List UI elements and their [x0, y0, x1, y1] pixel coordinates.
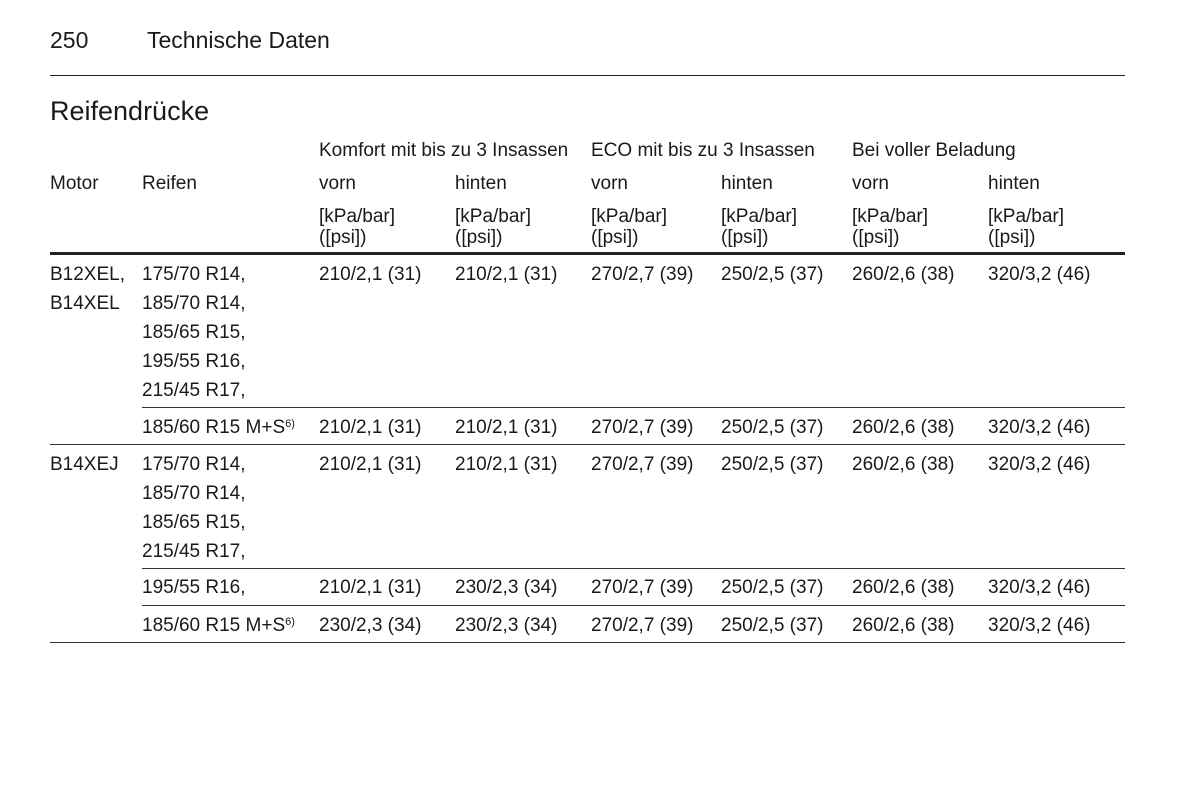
tire-cell: 185/60 R15 $M+S^{6)}$	[142, 615, 295, 636]
value-cell: 250/2,5 (37)	[721, 615, 824, 636]
value-cell: 320/3,2 (46)	[988, 615, 1091, 636]
unit-header: [kPa/bar] ([psi])	[591, 206, 668, 248]
group-header-eco: ECO mit bis zu 3 Insassen	[591, 140, 815, 161]
row-rule	[142, 568, 1125, 569]
value-cell: 210/2,1 (31)	[455, 454, 558, 475]
chapter-title: Technische Daten	[147, 27, 330, 53]
value-cell: 260/2,6 (38)	[852, 417, 955, 438]
row-rule	[142, 605, 1125, 606]
value-cell: 210/2,1 (31)	[319, 264, 422, 285]
tire-cell: 195/55 R16,	[142, 577, 246, 598]
value-cell: 270/2,7 (39)	[591, 454, 694, 475]
col-header-eco-vorn: vorn	[591, 173, 628, 194]
value-cell: 260/2,6 (38)	[852, 264, 955, 285]
unit-header: [kPa/bar] ([psi])	[455, 206, 532, 248]
unit-header: [kPa/bar] ([psi])	[721, 206, 798, 248]
header-bottom-rule	[50, 252, 1125, 255]
tire-cell: 175/70 R14, 185/70 R14, 185/65 R15, 215/45 R17,	[142, 454, 246, 562]
col-header-voll-hinten: hinten	[988, 173, 1040, 194]
value-cell: 210/2,1 (31)	[455, 417, 558, 438]
tire-pressure-table	[50, 0, 1125, 802]
col-header-voll-vorn: vorn	[852, 173, 889, 194]
motor-cell: B14XEJ	[50, 454, 119, 475]
tire-cell: 185/60 R15 $M+S^{6)}$	[142, 417, 295, 438]
row-rule	[142, 407, 1125, 408]
value-cell: 230/2,3 (34)	[455, 577, 558, 598]
value-cell: 230/2,3 (34)	[455, 615, 558, 636]
unit-header: [kPa/bar] ([psi])	[319, 206, 396, 248]
value-cell: 260/2,6 (38)	[852, 615, 955, 636]
value-cell: 230/2,3 (34)	[319, 615, 422, 636]
motor-cell: B12XEL, B14XEL	[50, 264, 125, 314]
value-cell: 320/3,2 (46)	[988, 417, 1091, 438]
footnote-marker: 6)	[285, 616, 295, 628]
col-header-reifen: Reifen	[142, 173, 197, 194]
table-bottom-rule	[50, 642, 1125, 643]
value-cell: 270/2,7 (39)	[591, 615, 694, 636]
value-cell: 320/3,2 (46)	[988, 264, 1091, 285]
value-cell: 250/2,5 (37)	[721, 417, 824, 438]
row-rule	[50, 444, 1125, 445]
value-cell: 250/2,5 (37)	[721, 577, 824, 598]
value-cell: 250/2,5 (37)	[721, 454, 824, 475]
section-title: Reifendrücke	[50, 96, 210, 126]
col-header-komfort-vorn: vorn	[319, 173, 356, 194]
value-cell: 210/2,1 (31)	[319, 577, 422, 598]
col-header-eco-hinten: hinten	[721, 173, 773, 194]
value-cell: 270/2,7 (39)	[591, 417, 694, 438]
value-cell: 270/2,7 (39)	[591, 264, 694, 285]
value-cell: 320/3,2 (46)	[988, 454, 1091, 475]
value-cell: 320/3,2 (46)	[988, 577, 1091, 598]
page-number: 250	[50, 27, 89, 53]
group-header-voll: Bei voller Beladung	[852, 140, 1016, 161]
value-cell: 250/2,5 (37)	[721, 264, 824, 285]
value-cell: 210/2,1 (31)	[319, 417, 422, 438]
value-cell: 270/2,7 (39)	[591, 577, 694, 598]
tire-cell: 175/70 R14, 185/70 R14, 185/65 R15, 195/55 R16, 215/45 R17,	[142, 264, 246, 401]
value-cell: 210/2,1 (31)	[455, 264, 558, 285]
footnote-marker: 6)	[285, 418, 295, 430]
col-header-komfort-hinten: hinten	[455, 173, 507, 194]
unit-header: [kPa/bar] ([psi])	[988, 206, 1065, 248]
value-cell: 260/2,6 (38)	[852, 577, 955, 598]
col-header-motor: Motor	[50, 173, 99, 194]
value-cell: 210/2,1 (31)	[319, 454, 422, 475]
group-header-komfort: Komfort mit bis zu 3 Insassen	[319, 140, 569, 161]
value-cell: 260/2,6 (38)	[852, 454, 955, 475]
unit-header: [kPa/bar] ([psi])	[852, 206, 929, 248]
